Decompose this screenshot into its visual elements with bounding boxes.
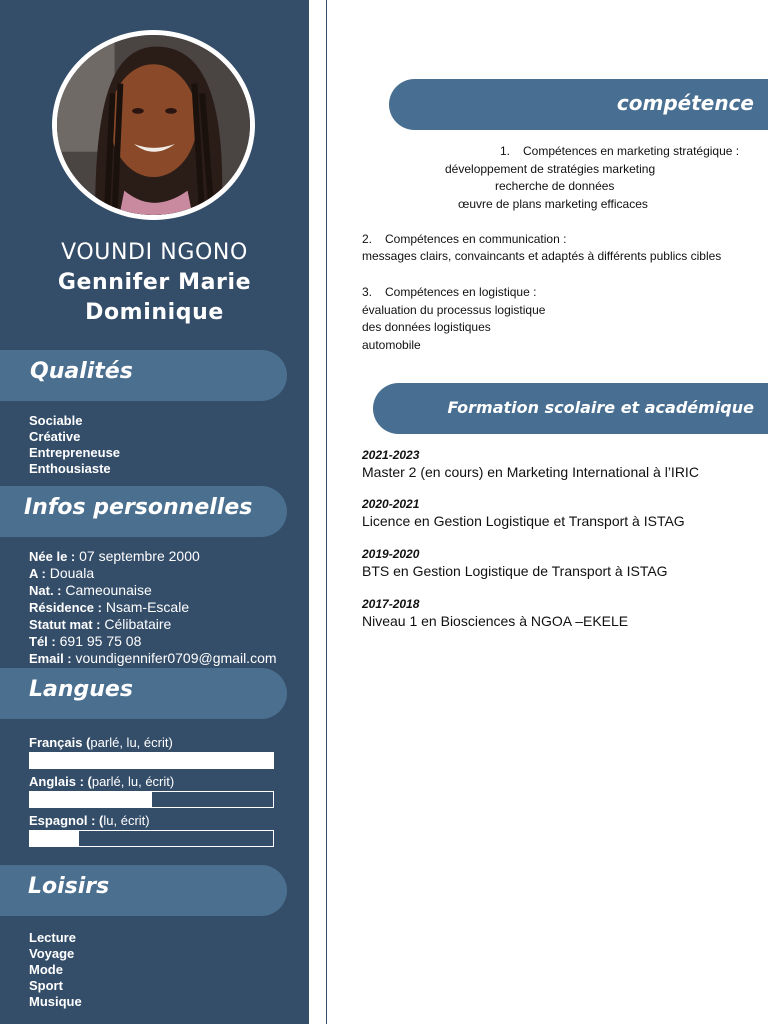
list-item: Enthousiaste	[29, 461, 111, 476]
info-label: Tél :	[29, 634, 56, 649]
info-label: Résidence :	[29, 600, 102, 615]
info-label: Statut mat :	[29, 617, 101, 632]
qualites-list	[29, 413, 120, 477]
education-description: Master 2 (en cours) en Marketing International à l’IRIC	[362, 464, 699, 480]
language-level-bar	[29, 791, 274, 808]
language-label-french	[29, 735, 173, 750]
education-years: 2020-2021	[362, 497, 420, 511]
infos-title: Infos personnelles	[24, 495, 253, 520]
skill-heading	[362, 231, 566, 249]
name-line-3: Dominique	[85, 300, 224, 325]
language-level-fill	[30, 792, 152, 807]
info-row-email	[29, 650, 277, 667]
education-description: Licence en Gestion Logistique et Transport à ISTAG	[362, 513, 685, 529]
name-line-1: VOUNDI NGONO	[61, 240, 248, 265]
info-row-nationality	[29, 582, 277, 599]
name-line-2: Gennifer Marie	[57, 270, 252, 295]
info-value: Cameounaise	[61, 582, 152, 598]
info-value: voundigennifer0709@gmail.com	[71, 650, 277, 666]
competence-banner	[389, 79, 768, 130]
full-name	[0, 238, 309, 328]
column-divider	[326, 0, 327, 1024]
skill-line: messages clairs, convaincants et adaptés à différents publics cibles	[362, 249, 722, 263]
formation-title: Formation scolaire et académique	[447, 398, 754, 417]
language-label-spanish	[29, 813, 150, 828]
loisirs-list	[29, 930, 82, 1010]
info-row-residence	[29, 599, 277, 616]
language-detail: parlé, lu, écrit)	[91, 774, 175, 789]
infos-banner	[0, 486, 287, 537]
list-item: Voyage	[29, 946, 75, 961]
education-description: BTS en Gestion Logistique de Transport à ISTAG	[362, 563, 668, 579]
loisirs-title: Loisirs	[28, 874, 110, 899]
skill-line: recherche de données	[495, 179, 615, 193]
list-item: Créative	[29, 429, 81, 444]
info-row-marital-status	[29, 616, 277, 633]
language-label-english	[29, 774, 174, 789]
info-value: 691 95 75 08	[55, 633, 142, 649]
skill-heading-text: Compétences en marketing stratégique :	[523, 144, 740, 158]
info-value: Nsam-Escale	[101, 599, 190, 615]
language-level-bar	[29, 752, 274, 769]
info-value: Célibataire	[100, 616, 172, 632]
list-item: Sociable	[29, 413, 83, 428]
info-row-birthdate	[29, 548, 277, 565]
skill-heading	[362, 284, 536, 302]
language-detail: lu, écrit)	[103, 813, 150, 828]
langues-title: Langues	[29, 677, 133, 702]
language-level-bar	[29, 830, 274, 847]
skill-heading-text: Compétences en logistique :	[385, 285, 537, 299]
skill-heading-text: Compétences en communication :	[385, 232, 567, 246]
education-years: 2017-2018	[362, 597, 420, 611]
info-value: Douala	[45, 565, 95, 581]
education-years: 2019-2020	[362, 547, 420, 561]
info-label: Email :	[29, 651, 72, 666]
profile-photo	[52, 30, 255, 220]
list-item: Mode	[29, 962, 63, 977]
skill-number: 3.	[362, 285, 373, 299]
skill-number: 1.	[500, 144, 511, 158]
info-row-phone	[29, 633, 277, 650]
competence-title: compétence	[616, 91, 754, 115]
info-row-birthplace	[29, 565, 277, 582]
skill-line: automobile	[362, 338, 421, 352]
skill-heading	[500, 143, 739, 161]
skill-line: des données logistiques	[362, 320, 491, 334]
language-name: Anglais : (	[29, 774, 92, 789]
education-years: 2021-2023	[362, 448, 420, 462]
language-level-fill	[30, 753, 273, 768]
list-item: Sport	[29, 978, 63, 993]
infos-list	[29, 548, 277, 667]
language-name: Espagnol : (	[29, 813, 104, 828]
info-label: Nat. :	[29, 583, 62, 598]
language-level-fill	[30, 831, 79, 846]
qualites-title: Qualités	[30, 359, 133, 384]
langues-banner	[0, 668, 287, 719]
list-item: Musique	[29, 994, 82, 1009]
language-detail: parlé, lu, écrit)	[90, 735, 173, 750]
info-label: A :	[29, 566, 46, 581]
skill-line: développement de stratégies marketing	[445, 162, 656, 176]
skill-line: œuvre de plans marketing efficaces	[458, 197, 648, 211]
info-label: Née le :	[29, 549, 76, 564]
info-value: 07 septembre 2000	[75, 548, 200, 564]
education-description: Niveau 1 en Biosciences à NGOA –EKELE	[362, 613, 629, 629]
skill-line: évaluation du processus logistique	[362, 303, 546, 317]
formation-banner	[373, 383, 768, 434]
list-item: Lecture	[29, 930, 76, 945]
list-item: Entrepreneuse	[29, 445, 121, 460]
skill-number: 2.	[362, 232, 373, 246]
qualites-banner	[0, 350, 287, 401]
loisirs-banner	[0, 865, 287, 916]
language-name: Français (	[29, 735, 91, 750]
